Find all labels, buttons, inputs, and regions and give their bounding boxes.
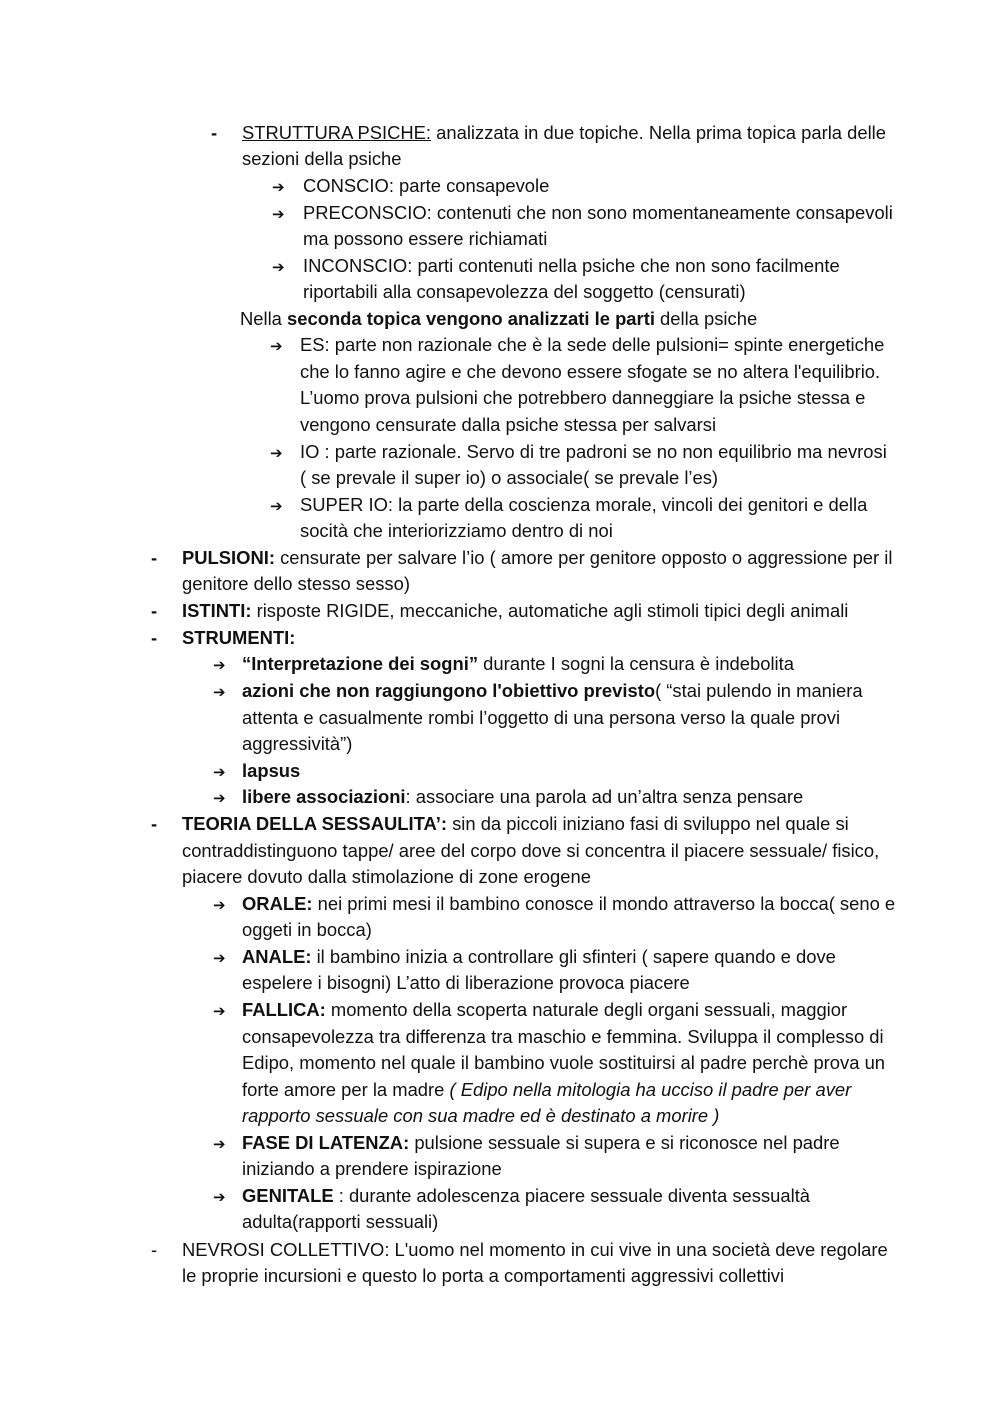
arrow-bullet: ➔ bbox=[270, 497, 283, 515]
io-line-2: ( se prevale il super io) o associale( se prevale l’es) bbox=[300, 467, 719, 488]
bullet-dash: - bbox=[151, 813, 158, 834]
sessualita-line-1: TEORIA DELLA SESSAULITA’: sin da piccoli iniziano fasi di sviluppo nel quale si bbox=[182, 813, 849, 834]
arrow-bullet: ➔ bbox=[272, 178, 285, 196]
arrow-bullet: ➔ bbox=[213, 1002, 226, 1020]
es-line-4: vengono censurate dalla psiche stessa per salvarsi bbox=[300, 414, 717, 435]
inconscio-line-1: INCONSCIO: parti contenuti nella psiche che non sono facilmente bbox=[303, 255, 840, 276]
arrow-bullet: ➔ bbox=[272, 258, 285, 276]
fase-fallica-line-3: Edipo, momento nel quale il bambino vuole sostituirsi al padre perchè prova un bbox=[242, 1052, 886, 1073]
es-line-2: che lo fanno agire e che devono essere sfogate se no altera l'equilibrio. bbox=[300, 361, 881, 382]
fase-fallica-line-2: consapevolezza tra differenza tra maschio e femmina. Sviluppa il complesso di bbox=[242, 1026, 884, 1047]
seconda-topica-line: Nella seconda topica vengono analizzati le parti della psiche bbox=[240, 308, 758, 329]
struttura-line-1: STRUTTURA PSICHE: analizzata in due topiche. Nella prima topica parla delle bbox=[242, 122, 886, 143]
strumenti-item-azioni-1: azioni che non raggiungono l'obiettivo previsto( “stai pulendo in maniera bbox=[242, 680, 863, 701]
arrow-bullet: ➔ bbox=[213, 949, 226, 967]
fase-orale-line-2: oggeti in bocca) bbox=[242, 919, 372, 940]
super-io-line-1: SUPER IO: la parte della coscienza morale, vincoli dei genitori e della bbox=[300, 494, 868, 515]
strumenti-item-azioni-2: attenta e casualmente rombi l’oggetto di una persona verso la quale provi bbox=[242, 707, 841, 728]
pulsioni-label: PULSIONI: bbox=[182, 547, 275, 568]
inconscio-line-2: riportabili alla consapevolezza del soggetto (censurati) bbox=[303, 281, 746, 302]
istinti-line: ISTINTI: risposte RIGIDE, meccaniche, automatiche agli stimoli tipici degli animali bbox=[182, 600, 849, 621]
strumenti-item-sogni: “Interpretazione dei sogni” durante I sogni la censura è indebolita bbox=[242, 653, 794, 674]
fase-anale-line-2: espelere i bisogni) L’atto di liberazione provoca piacere bbox=[242, 972, 690, 993]
bullet-dash: - bbox=[151, 627, 158, 648]
struttura-label: STRUTTURA PSICHE: bbox=[242, 122, 432, 143]
arrow-bullet: ➔ bbox=[272, 205, 285, 223]
bullet-dash: - bbox=[151, 1239, 158, 1260]
arrow-bullet: ➔ bbox=[213, 656, 226, 674]
strumenti-item-azioni-3: aggressività”) bbox=[242, 733, 353, 754]
strumenti-label: STRUMENTI: bbox=[182, 627, 296, 648]
arrow-bullet: ➔ bbox=[213, 1135, 226, 1153]
preconscio-line-2: ma possono essere richiamati bbox=[303, 228, 548, 249]
nevrosi-line-1: NEVROSI COLLETTIVO: L'uomo nel momento in cui vive in una società deve regolare bbox=[182, 1239, 888, 1260]
bullet-dash: - bbox=[211, 122, 218, 143]
super-io-line-2: socità che interiorizziamo dentro di noi bbox=[300, 520, 613, 541]
fase-fallica-line-1: FALLICA: momento della scoperta naturale degli organi sessuali, maggior bbox=[242, 999, 848, 1020]
arrow-bullet: ➔ bbox=[213, 683, 226, 701]
fase-orale-line-1: ORALE: nei primi mesi il bambino conosce il mondo attraverso la bocca( seno e bbox=[242, 893, 896, 914]
conscio-line: CONSCIO: parte consapevole bbox=[303, 175, 550, 196]
fase-genitale-line-1: GENITALE : durante adolescenza piacere sessuale diventa sessualtà bbox=[242, 1185, 811, 1206]
io-line-1: IO : parte razionale. Servo di tre padroni se no non equilibrio ma nevrosi bbox=[300, 441, 887, 462]
es-line-1: ES: parte non razionale che è la sede delle pulsioni= spinte energetiche bbox=[300, 334, 885, 355]
arrow-bullet: ➔ bbox=[270, 444, 283, 462]
strumenti-item-lapsus: lapsus bbox=[242, 760, 301, 781]
sessualita-line-2: contraddistinguono tappe/ aree del corpo dove si concentra il piacere sessuale/ fisico, bbox=[182, 840, 880, 861]
arrow-bullet: ➔ bbox=[270, 337, 283, 355]
fase-latenza-line-2: iniziando a prendere ispirazione bbox=[242, 1158, 502, 1179]
istinti-label: ISTINTI: bbox=[182, 600, 252, 621]
arrow-bullet: ➔ bbox=[213, 789, 226, 807]
es-line-3: L’uomo prova pulsioni che potrebbero danneggiare la psiche stessa e bbox=[300, 387, 866, 408]
fase-fallica-line-4: forte amore per la madre ( Edipo nella mitologia ha ucciso il padre per aver bbox=[242, 1079, 852, 1100]
fase-genitale-line-2: adulta(rapporti sessuali) bbox=[242, 1211, 439, 1232]
fase-fallica-line-5: rapporto sessuale con sua madre ed è destinato a morire ) bbox=[242, 1105, 720, 1126]
fase-latenza-line-1: FASE DI LATENZA: pulsione sessuale si supera e si riconosce nel padre bbox=[242, 1132, 840, 1153]
bullet-dash: - bbox=[151, 600, 158, 621]
arrow-bullet: ➔ bbox=[213, 1188, 226, 1206]
preconscio-line-1: PRECONSCIO: contenuti che non sono momentaneamente consapevoli bbox=[303, 202, 893, 223]
pulsioni-line-1: PULSIONI: censurate per salvare l’io ( amore per genitore opposto o aggressione per il bbox=[182, 547, 893, 568]
nevrosi-line-2: le proprie incursioni e questo lo porta a comportamenti aggressivi collettivi bbox=[182, 1265, 785, 1286]
arrow-bullet: ➔ bbox=[213, 763, 226, 781]
sessualita-label: TEORIA DELLA SESSAULITA’: bbox=[182, 813, 447, 834]
fase-anale-line-1: ANALE: il bambino inizia a controllare gli sfinteri ( sapere quando e dove bbox=[242, 946, 836, 967]
strumenti-item-associazioni: libere associazioni: associare una parola ad un’altra senza pensare bbox=[242, 786, 804, 807]
sessualita-line-3: piacere dovuto dalla stimolazione di zone erogene bbox=[182, 866, 591, 887]
struttura-line-2: sezioni della psiche bbox=[242, 148, 402, 169]
pulsioni-line-2: genitore dello stesso sesso) bbox=[182, 573, 410, 594]
bullet-dash: - bbox=[151, 547, 158, 568]
arrow-bullet: ➔ bbox=[213, 896, 226, 914]
